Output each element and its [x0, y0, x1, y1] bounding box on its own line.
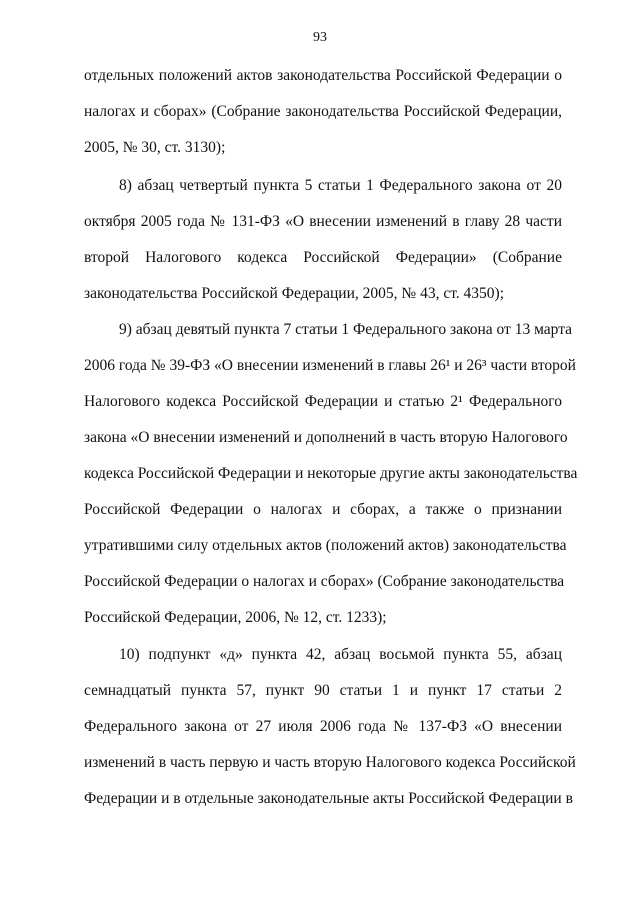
text-line: 2006 года № 39-ФЗ «О внесении изменений в главы 26¹ и 26³ части второй	[84, 357, 576, 374]
text-line: Федерации и в отдельные законодательные акты Российской Федерации в	[84, 790, 573, 807]
text-line: 2005, № 30, ст. 3130);	[84, 139, 226, 156]
text-line: Федерального закона от 27 июля 2006 года № 137-ФЗ «О внесении	[84, 718, 562, 735]
text-line: Российской Федерации о налогах и сборах, а также о признании	[84, 501, 562, 518]
text-line: отдельных положений актов законодательства Российской Федерации о	[84, 67, 562, 84]
text-line: второй Налогового кодекса Российской Федерации» (Собрание	[84, 249, 562, 266]
text-line: законодательства Российской Федерации, 2005, № 43, ст. 4350);	[84, 285, 505, 302]
text-line: 9) абзац девятый пункта 7 статьи 1 Федерального закона от 13 марта	[119, 321, 573, 338]
text-line: налогах и сборах» (Собрание законодательства Российской Федерации,	[84, 103, 562, 120]
text-line: семнадцатый пункта 57, пункт 90 статьи 1 и пункт 17 статьи 2	[84, 682, 562, 699]
text-line: изменений в часть первую и часть вторую Налогового кодекса Российской	[84, 754, 576, 771]
text-line: кодекса Российской Федерации и некоторые другие акты законодательства	[84, 465, 578, 482]
text-line: утратившими силу отдельных актов (положений актов) законодательства	[84, 537, 567, 554]
text-line: 8) абзац четвертый пункта 5 статьи 1 Федерального закона от 20	[119, 177, 562, 194]
text-line: Российской Федерации, 2006, № 12, ст. 1233);	[84, 609, 387, 626]
text-line: Налогового кодекса Российской Федерации и статью 2¹ Федерального	[84, 393, 562, 410]
text-line: Российской Федерации о налогах и сборах» (Собрание законодательства	[84, 573, 565, 590]
text-line: закона «О внесении изменений и дополнений в часть вторую Налогового	[84, 429, 568, 446]
text-line: октября 2005 года № 131-ФЗ «О внесении изменений в главу 28 части	[84, 213, 562, 230]
text-line: 10) подпункт «д» пункта 42, абзац восьмой пункта 55, абзац	[119, 646, 562, 663]
page-number: 93	[313, 30, 327, 45]
